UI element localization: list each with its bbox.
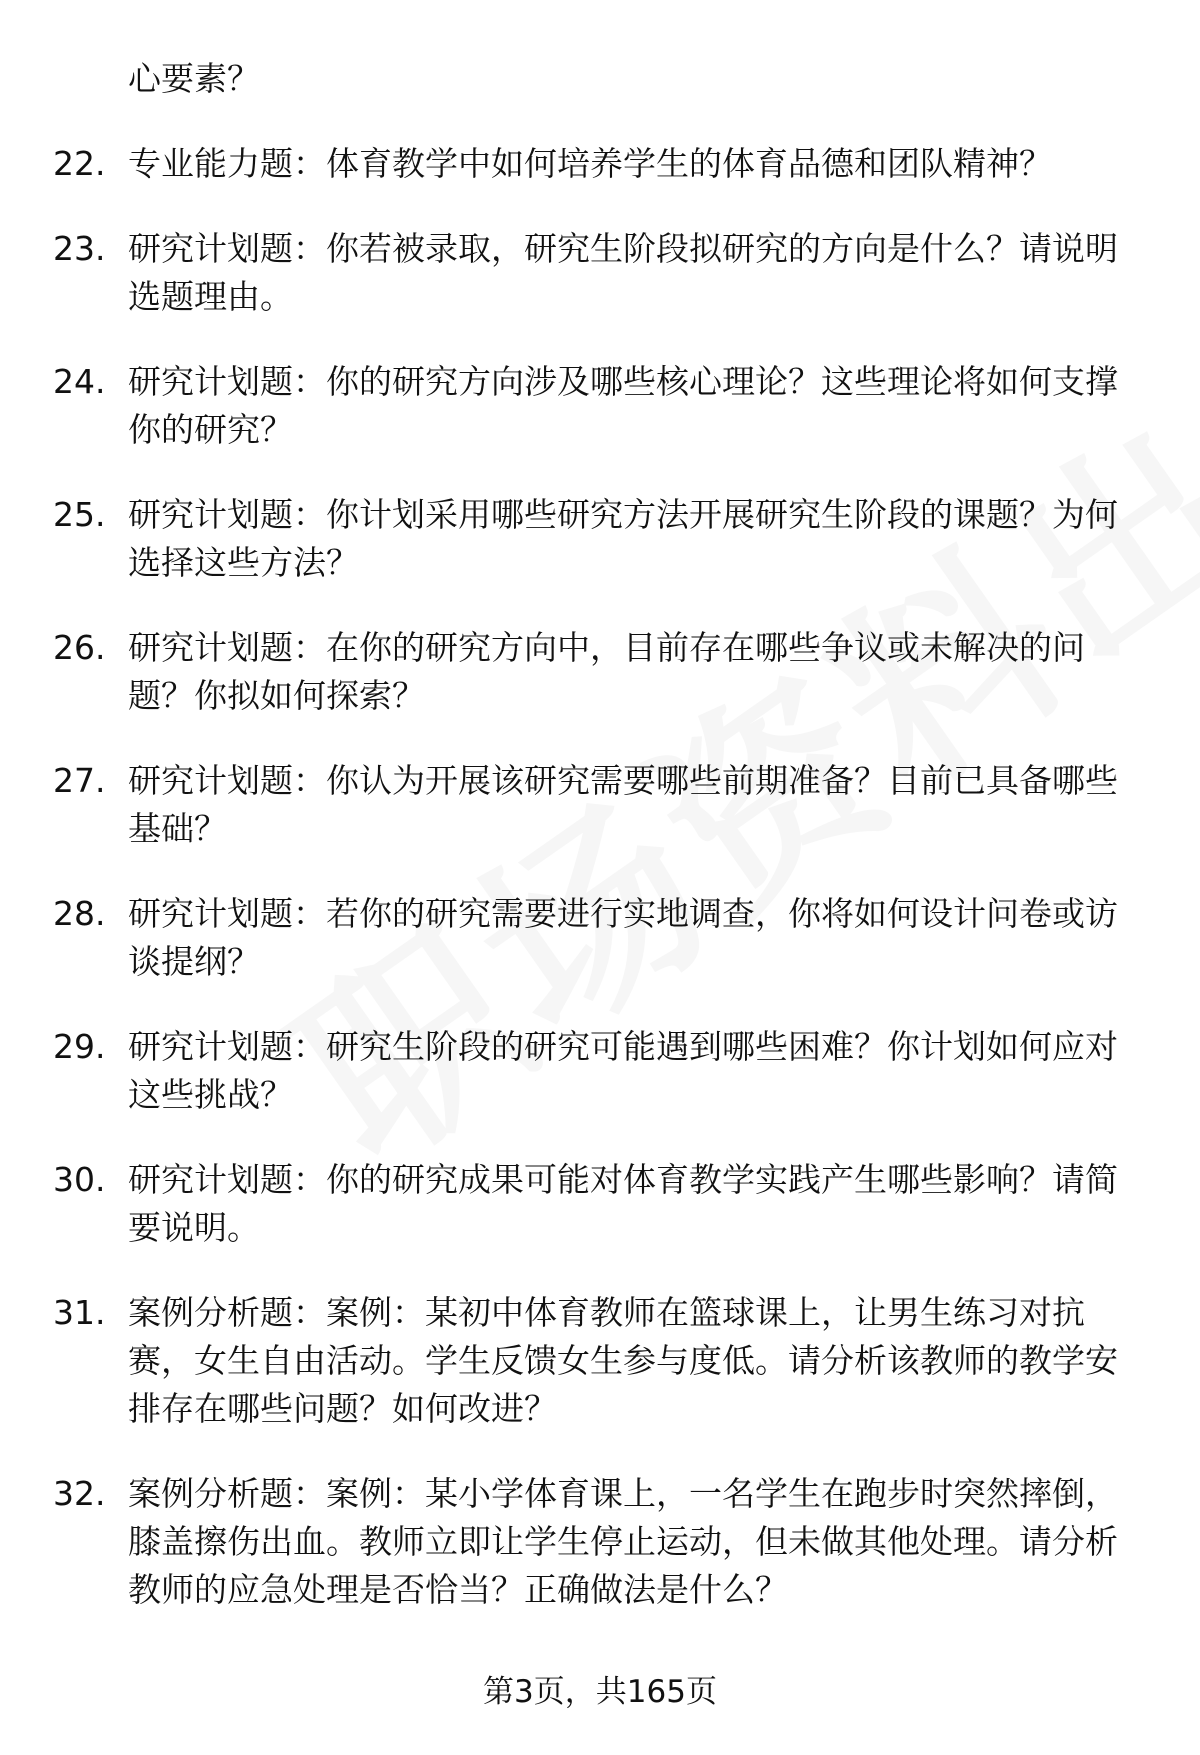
question-number: 22. [53,144,106,183]
question-number: 27. [53,761,106,800]
question-number: 30. [53,1160,106,1199]
question-item [0,358,1200,454]
question-text: 研究计划题：若你的研究需要进行实地调查，你将如何设计问卷或访谈提纲？ [128,894,1118,981]
question-item [0,890,1200,986]
question-number: 29. [53,1027,106,1066]
question-number: 25. [53,495,106,534]
question-text: 研究计划题：你认为开展该研究需要哪些前期准备？目前已具备哪些基础？ [128,761,1118,848]
question-text: 研究计划题：你的研究方向涉及哪些核心理论？这些理论将如何支撑你的研究？ [128,362,1118,449]
question-text: 研究计划题：在你的研究方向中，目前存在哪些争议或未解决的问题？你拟如何探索？ [128,628,1085,715]
question-item [0,624,1200,720]
question-text: 案例分析题：案例：某初中体育教师在篮球课上，让男生练习对抗赛，女生自由活动。学生反馈女生参与度低。请分析该教师的教学安排存在哪些问题？如何改进？ [128,1293,1118,1428]
question-number: 26. [53,628,106,667]
page-number-footer: 第3页，共165页 [483,1674,717,1710]
question-number: 24. [53,362,106,401]
question-text: 研究计划题：研究生阶段的研究可能遇到哪些困难？你计划如何应对这些挑战？ [128,1027,1118,1114]
question-number: 23. [53,229,106,268]
question-text: 研究计划题：你的研究成果可能对体育教学实践产生哪些影响？请简要说明。 [128,1160,1118,1247]
question-number: 31. [53,1293,106,1332]
question-text: 研究计划题：你计划采用哪些研究方法开展研究生阶段的课题？为何选择这些方法？ [128,495,1118,582]
question-number: 32. [53,1474,106,1513]
question-item [0,140,1200,188]
question-item [0,1023,1200,1119]
question-item [0,225,1200,321]
question-item [0,757,1200,853]
question-item [0,1470,1200,1614]
question-item [0,491,1200,587]
question-item [0,1156,1200,1252]
question-list [0,140,1200,1651]
question-number: 28. [53,894,106,933]
question-item [0,1289,1200,1433]
question-text: 案例分析题：案例：某小学体育课上，一名学生在跑步时突然摔倒，膝盖擦伤出血。教师立即让学生停止运动，但未做其他处理。请分析教师的应急处理是否恰当？正确做法是什么？ [128,1474,1118,1609]
question-text: 研究计划题：你若被录取，研究生阶段拟研究的方向是什么？请说明选题理由。 [128,229,1118,316]
question-text: 专业能力题：体育教学中如何培养学生的体育品德和团队精神？ [128,144,1052,183]
previous-question-continuation: 心要素？ [128,59,260,98]
